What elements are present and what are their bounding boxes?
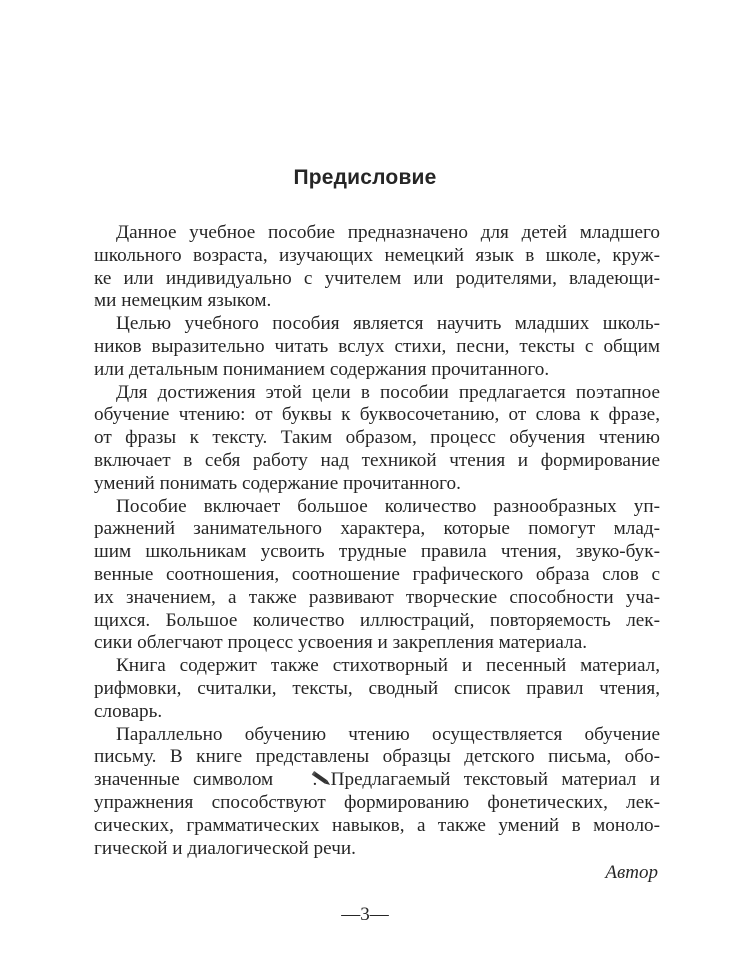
- text-line: школьного возраста, изучающих немецкий язык в школе, круж-: [94, 244, 660, 266]
- text-line: умений понимать содержание прочитанного.: [94, 472, 461, 494]
- text-line: сики облегчают процесс усвоения и закрепления материала.: [94, 632, 588, 654]
- text-line-with-icon: [72, 769, 660, 792]
- text-line: ражнений занимательного характера, которые помогут млад-: [94, 518, 660, 540]
- page-number: —3—: [341, 904, 389, 925]
- text-line: ми немецким языком.: [94, 290, 272, 312]
- text-line: Параллельно обучению чтению осуществляется обучение: [116, 723, 660, 745]
- author-signature: Автор: [605, 862, 658, 883]
- text-line: сических, грамматических навыков, а также умений в моноло-: [94, 814, 660, 836]
- paragraph-6: [72, 724, 660, 861]
- text-line: ке или индивидуально с учителем или родителями, владеющи-: [94, 267, 660, 289]
- preface-body: [72, 222, 660, 860]
- text-line: Пособие включает большое количество разнообразных уп-: [116, 495, 660, 517]
- text-line: шим школьникам усвоить трудные правила чтения, звуко-бук-: [94, 541, 660, 563]
- text-line: щихся. Большое количество иллюстраций, повторяемость лек-: [94, 609, 660, 631]
- paragraph-1: [72, 222, 660, 313]
- text-line: словарь.: [94, 700, 163, 722]
- icon-line-end: . Предлагаемый текстовый материал и: [312, 769, 660, 791]
- paragraph-4: [72, 496, 660, 656]
- paragraph-2: [72, 313, 660, 381]
- text-line: Целью учебного пособия является научить младших школь-: [116, 313, 660, 335]
- text-line: Данное учебное пособие предназначено для детей младшего: [116, 222, 660, 243]
- text-line: венные соотношения, соотношение графического образа слов с: [94, 563, 660, 585]
- text-line: рифмовки, считалки, тексты, сводный список правил чтения,: [94, 677, 660, 699]
- paragraph-3: [72, 382, 660, 496]
- text-line: письму. В книге представлены образцы детского письма, обо-: [94, 746, 660, 768]
- text-line: упражнения способствуют формированию фонетических, лек-: [94, 791, 660, 813]
- text-line: ников выразительно читать вслух стихи, песни, тексты с общим: [94, 335, 660, 357]
- text-line: включает в себя работу над техникой чтения и формирование: [94, 449, 660, 471]
- text-line: обучение чтению: от буквы к буквосочетанию, от слова к фразе,: [94, 404, 660, 426]
- page-heading: Предисловие: [293, 166, 437, 189]
- text-line: от фразы к тексту. Таким образом, процесс обучения чтению: [94, 427, 660, 449]
- text-line: Для достижения этой цели в пособии предлагается поэтапное: [116, 381, 660, 403]
- icon-line-start: значенные символом: [94, 769, 274, 791]
- pencil-icon: [289, 771, 311, 787]
- text-line: их значением, а также развивают творческие способности уча-: [94, 586, 660, 608]
- paragraph-5: [72, 655, 660, 723]
- text-line: Книга содержит также стихотворный и песенный материал,: [116, 655, 660, 677]
- text-line: или детальным пониманием содержания прочитанного.: [94, 358, 550, 380]
- text-line: гической и диалогической речи.: [94, 837, 356, 859]
